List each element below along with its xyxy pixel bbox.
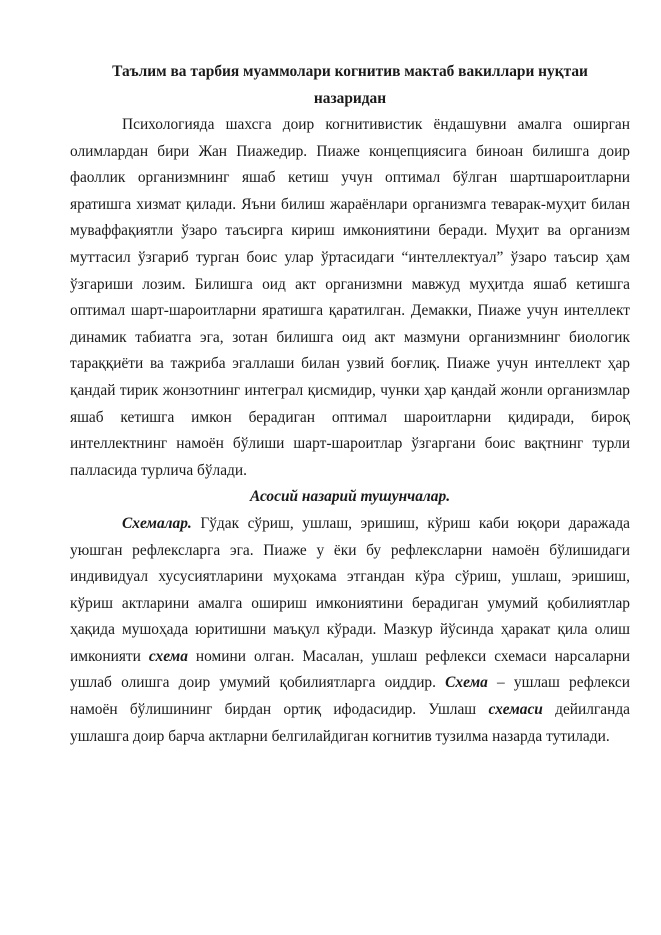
document-page: [70, 58, 630, 750]
term-schemas-heading: Схемалар.: [122, 514, 192, 532]
paragraph-schemas: [70, 511, 630, 750]
term-schema: схема: [148, 647, 188, 665]
paragraph-text-part: Гўдак сўриш, ушлаш, эришиш, кўриш каби юқори даражада уюшган рефлексларга эга. Пиаже у ёки бу рефлексларни намоён бўлишидаги индивидуал хусусиятларини муҳокама этгандан кўра сўриш, ушлаш, эришиш, кўриш актларини амалга ошириш имкониятини берадиган умумий қобилиятлар ҳақида мушоҳада юритишни маъқул кўради. Мазкур йўсинда ҳаракат қила олиш имконияти: [70, 514, 630, 665]
paragraph-piaget-intro: Психологияда шахсга доир когнитивистик ёндашувни амалга оширган олимлардан бири Жан Пиажедир. Пиаже концепциясига биноан билишга доир фаоллик организмнинг яшаб кетиш учун оптимал бўлган шартшароитларни яратишга хизмат қилади. Яъни билиш жараёнлари организмга теварак-муҳит билан муваффақиятли ўзаро таъсирга кириш имкониятини беради. Муҳит ва организм муттасил ўзгариб турган боис улар ўртасидаги “интеллектуал” ўзаро таъсир ҳам ўзгариши лозим. Билишга оид акт организмни мавжуд муҳитда яшаб кетишга оптимал шарт-шароитларни яратишга қаратилган. Демакки, Пиаже учун интеллект динамик табиатга эга, зотан билишга оид акт мазмуни организмнинг биологик тараққиёти ва тажриба эгаллаши билан узвий боғлиқ. Пиаже учун интеллект ҳар қандай тирик жонзотнинг интеграл қисмидир, чунки ҳар қандай жонли организмлар яшаб кетишга имкон берадиган оптимал шароитларни қидиради, бироқ интеллектнинг намоён бўлиши шарт-шароитлар ўзгаргани боис вақтнинг турли палласида турлича бўлади.: [70, 116, 630, 479]
term-schema-capitalized: Схема: [445, 674, 488, 692]
paragraph-text-part: номини олган. Масалан, ушлаш рефлекси схемаси нарсаларни ушлаб олишга доир умумий қобилиятларга оиддир.: [70, 647, 630, 692]
section-heading: Асосий назарий тушунчалар.: [249, 488, 451, 506]
document-title: Таълим ва тарбия муаммолари когнитив мактаб вакиллари нуқтаи назаридан: [112, 63, 588, 107]
paragraph-text-part: – ушлаш рефлекси намоён бўлишининг бирдан ортиқ ифодасидир. Ушлаш: [70, 674, 630, 719]
paragraph-text-part: дейилганда ушлашга доир барча актларни белгилайдиган когнитив тузилма назарда тутилади.: [70, 701, 630, 745]
term-schema-genitive: схемаси: [488, 701, 543, 719]
